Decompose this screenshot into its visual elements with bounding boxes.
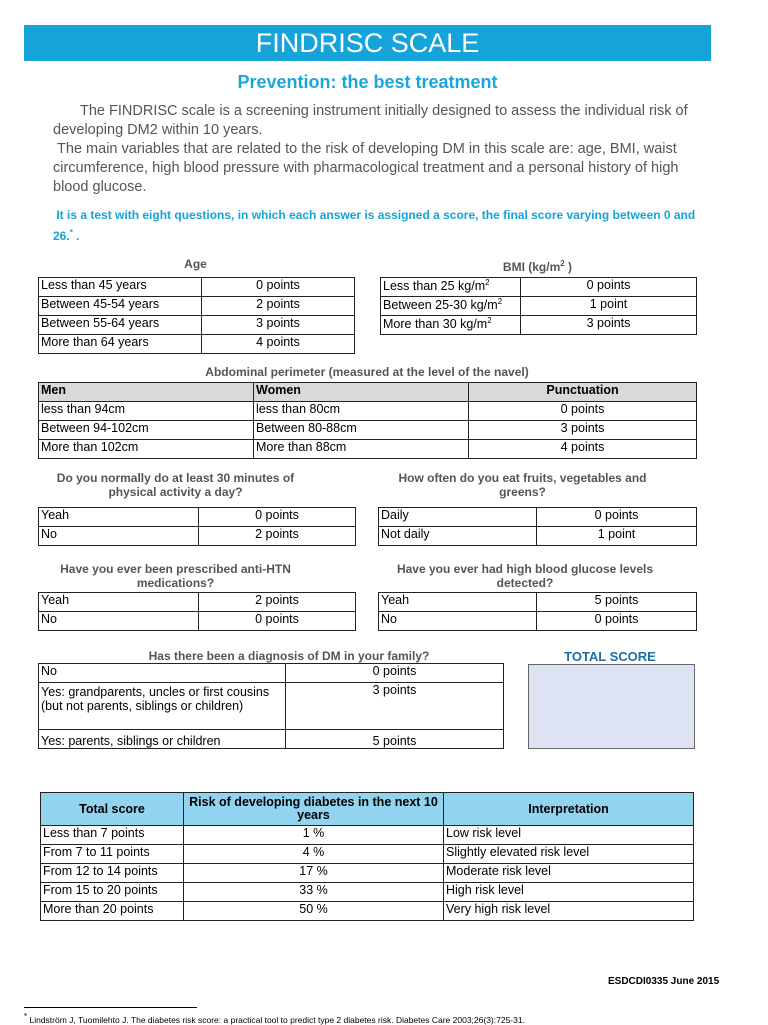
abdominal-title: Abdominal perimeter (measured at the level of the navel) [205, 365, 529, 379]
table-row: Daily 0 points [379, 508, 697, 527]
activity-title: Do you normally do at least 30 minutes of physical activity a day? [56, 471, 295, 499]
table-row: Less than 45 years 0 points [39, 278, 355, 297]
intro-text [53, 102, 703, 197]
table-row: Yes: grandparents, uncles or first cousins (but not parents, siblings or children) 3 points [39, 683, 504, 730]
abdominal-table [38, 382, 697, 459]
table-row: No 0 points [39, 664, 504, 683]
highlight-note: It is a test with eight questions, in which each answer is assigned a score, the final score varying between 0 and 26.* . [53, 208, 696, 243]
table-row: No 0 points [379, 612, 697, 631]
htn-title: Have you ever been prescribed anti-HTN medications? [60, 562, 291, 590]
table-row: More than 20 points 50 % Very high risk level [41, 902, 694, 921]
table-row: More than 102cm More than 88cm 4 points [39, 440, 697, 459]
table-row: Yeah 0 points [39, 508, 356, 527]
bmi-table [380, 277, 697, 335]
intro-paragraph-1: The FINDRISC scale is a screening instrument initially designed to assess the individual risk of developing DM2 within 10 years. [53, 103, 688, 138]
table-row: Yeah 5 points [379, 593, 697, 612]
table-row: From 7 to 11 points 4 % Slightly elevated risk level [41, 845, 694, 864]
page-title: FINDRISC SCALE [24, 25, 711, 61]
footnote: * Lindström J, Tuomilehto J. The diabetes risk score: a practical tool to predict type 2 diabetes risk. Diabetes Care 2003;26(3):725-31. [24, 1012, 525, 1025]
table-row: Yes: parents, siblings or children 5 points [39, 730, 504, 749]
table-row: Between 94-102cm Between 80-88cm 3 points [39, 421, 697, 440]
table-row: Between 45-54 years 2 points [39, 297, 355, 316]
table-header-row: Men Women Punctuation [39, 383, 697, 402]
table-row: Less than 7 points 1 % Low risk level [41, 826, 694, 845]
total-score-label: TOTAL SCORE [564, 649, 656, 664]
table-row: less than 94cm less than 80cm 0 points [39, 402, 697, 421]
footnote-divider [24, 1007, 197, 1008]
age-title: Age [184, 257, 207, 271]
table-row: Yeah 2 points [39, 593, 356, 612]
page-subtitle: Prevention: the best treatment [237, 72, 498, 92]
fruits-table [378, 507, 697, 546]
table-row: No 2 points [39, 527, 356, 546]
table-row: From 12 to 14 points 17 % Moderate risk level [41, 864, 694, 883]
bmi-title: BMI ($kg/m^2$ ) [502, 259, 573, 274]
glucose-title: Have you ever had high blood glucose levels detected? [396, 562, 654, 590]
table-row: Between 55-64 years 3 points [39, 316, 355, 335]
table-row: Not daily 1 point [379, 527, 697, 546]
table-row: Less than 25 $kg/m^2$ 0 points [381, 278, 697, 297]
age-table [38, 277, 355, 354]
activity-table [38, 507, 356, 546]
total-score-field[interactable] [528, 664, 695, 749]
intro-paragraph-2: The main variables that are related to the risk of developing DM in this scale are: age, BMI, waist circumference, high blood pressure with pharmacological treatment and a personal history of high blood glucose. [53, 141, 679, 195]
htn-table [38, 592, 356, 631]
table-row: Between 25-30 $kg/m^2$ 1 point [381, 297, 697, 316]
fruits-title: How often do you eat fruits, vegetables and greens? [398, 471, 647, 499]
table-row: From 15 to 20 points 33 % High risk level [41, 883, 694, 902]
family-title: Has there been a diagnosis of DM in your family? [148, 649, 430, 663]
family-table [38, 663, 504, 749]
risk-table [40, 792, 694, 921]
table-row: More than 64 years 4 points [39, 335, 355, 354]
table-header-row: Total score Risk of developing diabetes in the next 10 years Interpretation [41, 793, 694, 826]
glucose-table [378, 592, 697, 631]
document-code: ESDCDI0335 June 2015 [608, 976, 720, 987]
table-row: No 0 points [39, 612, 356, 631]
table-row: More than 30 $kg/m^2$ 3 points [381, 316, 697, 335]
